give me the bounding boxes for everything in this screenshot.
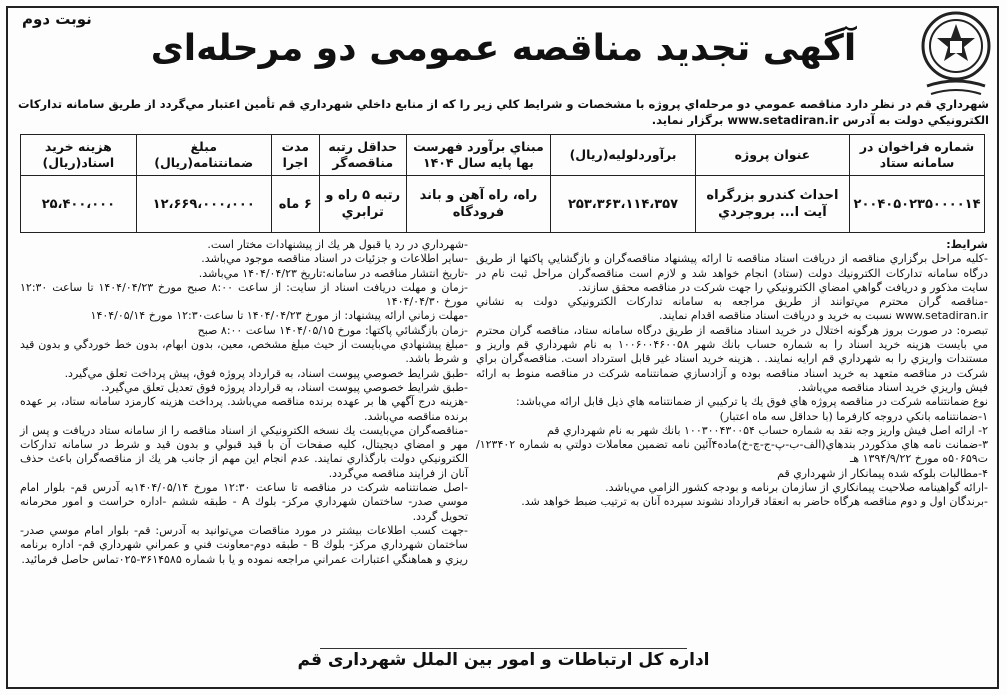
header-guarantee-amount: مبلغ ضمانتنامه(ریال) <box>136 135 271 176</box>
condition-item: تبصره: در صورت بروز هرگونه اختلال در خريد اسناد مناقصه از طريق درگاه سامانه ستاد، مناقصه گران محترم مي بايست هزينه خريد اسناد را به شماره حساب بانك شهر ۱۰۰۶۰۰۴۶۰۰۵۸ به نام شهرداري قم واريز و مستندات واريزي را به شهرداري قم ارايه نمايند. . هزينه خريد اسناد غير قابل استرداد است. مناقصه‌گران براي شركت در مناقصه متعهد به خريد اسناد مناقصه بوده و آزادسازي ضمانتنامه شركت در مناقصه منوط به ارائه فيش واريزي خريد اسناد مناقصه مي‌باشد. <box>476 323 988 394</box>
condition-item: -برندگان اول و دوم مناقصه هرگاه حاضر به انعقاد قرارداد نشوند سپرده آنان به ترتيب ضبط خواهد شد. <box>521 495 988 509</box>
header-call-number: شماره فراخوان در سامانه ستاد <box>850 135 985 176</box>
condition-item: -ارائه گواهينامه صلاحيت پيمانكاري از سازمان برنامه و بودجه كشور الزامي مي‌باشد. <box>605 481 988 495</box>
condition-item: -طبق شرايط خصوصي پيوست اسناد، به قرارداد پروژه فوق تعديل تعلق مي‌گيرد. <box>101 380 468 394</box>
condition-item: -مناقصه‌گران مي‌بايست يك نسخه الكترونيكي از اسناد مناقصه را از سامانه ستاد دريافت و پس از مهر و امضاي ديجيتال، كليه صفحات آن با قيد قبولي و بدون قيد و شرط در سامانه تداركات الكترونيكي دولت بارگذاري نمايند. عدم انجام اين مهم از جانب هر يك از مناقصه‌گران باعث حذف آنان از فرايند مناقصه مي‌گردد. <box>20 423 468 480</box>
condition-item: -مناقصه گران محترم مي‌توانند از طريق مراجعه به سامانه تداركات الكترونيكي دولت به نشاني www.setadiran.ir نسبت به خريد و دريافت اسناد مناقصه اقدام نمايند. <box>476 295 988 323</box>
conditions-heading: شرايط: <box>946 238 988 251</box>
round-label: نوبت دوم <box>22 10 92 28</box>
condition-item: نوع ضمانتنامه شركت در مناقصه پروژه هاي فوق يك يا تركيبي از ضمانتنامه هاي ذيل قابل ارائه مي‌باشد: <box>516 395 988 409</box>
intro-paragraph: شهرداري قم در نظر دارد مناقصه عمومي دو مرحله‌اي پروژه با مشخصات و شرايط كلي زير را كه از منابع داخلي شهرداري قم تأمين اعتبار مي‌گردد از طريق سامانه تداركات الكترونيكي دولت به آدرس www.setadiran.ir برگزار نمايد. <box>18 97 989 127</box>
header-duration: مدت اجرا <box>271 135 319 176</box>
project-title-cell: احداث كندرو بزرگراه آیت ا... بروجردي <box>695 176 849 233</box>
header-min-rank: حداقل رتبه مناقصه‌گر <box>319 135 406 176</box>
condition-item: -اصل ضمانتنامه شركت در مناقصه تا ساعت ۱۲:۳۰ مورخ ۱۴۰۴/۰۵/۱۴به آدرس قم- بلوار امام موسي صدر- ساختمان شهرداري مركز- بلوك A - طبقه ششم -اداره حراست و امور محرمانه تحويل گردد. <box>20 481 468 523</box>
condition-item: -تاريخ انتشار مناقصه در سامانه:تاريخ ۱۴۰۴/۰۴/۲۳ مي‌باشد. <box>198 266 468 280</box>
condition-item: -كليه مراحل برگزاري مناقصه از دريافت اسناد مناقصه تا ارائه پيشنهاد مناقصه‌گران و بازگشايي پاكتها از طريق درگاه سامانه تداركات الكترونيك دولت (ستاد) انجام خواهد شد و لازم است مناقصه‌گران مراحل ثبت نام در سايت مذكور و دريافت گواهي امضاي الكترونيكي را جهت شركت در مناقصه محقق سازند. <box>476 252 988 294</box>
header-project-title: عنوان پروژه <box>695 135 849 176</box>
header-estimate: برآوردلولیه(ریال) <box>551 135 696 176</box>
condition-item: -جهت كسب اطلاعات بيشتر در مورد مناقصات مي‌توانيد به آدرس: قم- بلوار امام موسي صدر- ساختمان شهرداري مركز- بلوك B - طبقه دوم-معاونت فني و عمراني شهرداري قم- اداره برنامه ريزي و هماهنگي اعتبارات عمراني مراجعه نموده و يا با شماره ۳۶۱۴۵۸۵-۰۲۵تماس حاصل فرمائيد. <box>20 523 468 566</box>
condition-item: ۱-ضمانتنامه بانكي دروجه كارفرما (با حداقل سه ماه اعتبار) <box>719 409 988 423</box>
header-price-list-basis: مبناي برآورد فهرست بها پايه سال ۱۴۰۴ <box>406 135 551 176</box>
condition-item: -طبق شرايط خصوصي پيوست اسناد، به قرارداد پروژه فوق، پيش پرداخت تعلق مي‌گيرد. <box>64 366 468 380</box>
estimate-cell: ۲۵۳،۳۶۳،۱۱۴،۳۵۷ <box>551 176 696 233</box>
tender-info-table <box>20 134 985 233</box>
conditions-column-left <box>20 238 468 567</box>
duration-cell: ۶ ماه <box>271 176 319 233</box>
condition-item: -مهلت زماني ارائه پيشنهاد: از مورخ ۱۴۰۴/۰۴/۲۳ تا ساعت۱۲:۳۰ مورخ ۱۴۰۴/۰۵/۱۴ <box>90 309 468 323</box>
call-number-cell: ۲۰۰۴۰۵۰۲۳۵۰۰۰۰۱۴ <box>850 176 985 233</box>
condition-item: ۲- ارائه اصل فيش واريز وجه نقد به شماره حساب ۱۰۰۳۰۰۴۳۰۰۵۴ بانك شهر به نام شهرداري قم <box>546 423 988 437</box>
guarantee-amount-cell: ۱۲،۶۶۹،۰۰۰،۰۰۰ <box>136 176 271 233</box>
table-row <box>21 176 985 233</box>
table-header-row <box>21 135 985 176</box>
condition-item: -ساير اطلاعات و جزئيات در اسناد مناقصه موجود مي‌باشد. <box>201 252 468 266</box>
conditions-column-right <box>476 238 988 510</box>
min-rank-cell: رتبه ۵ راه و ترابري <box>319 176 406 233</box>
price-list-basis-cell: راه، راه آهن و باند فرودگاه <box>406 176 551 233</box>
condition-item: -زمان و مهلت دريافت اسناد از سايت: از ساعت ۸:۰۰ صبح مورخ ۱۴۰۴/۰۴/۲۳ تا ساعت ۱۲:۳۰ مورخ ۱۴۰۴/۰۴/۳۰ <box>20 280 468 309</box>
document-cost-cell: ۲۵،۴۰۰،۰۰۰ <box>21 176 137 233</box>
condition-item: -شهرداري در رد يا قبول هر يك از پيشنهادات مختار است. <box>207 238 468 251</box>
condition-item: -هزينه درج آگهي ها بر عهده برنده مناقصه مي‌باشد. پرداخت هزينه كارمزد سامانه ستاد، بر عهده برنده مناقصه مي‌باشد. <box>20 395 468 423</box>
footer-publisher: اداره کل ارتباطات و امور بین الملل شهرداری قم <box>297 650 710 670</box>
condition-item: ۳-ضمانت نامه هاي مذكوردر بندهاي(الف-ب-پ-ج-چ-خ)ماده۴آئين نامه تضمين معاملات دولتي به شماره ۱۲۳۴۰۲/ت۵۰۶۵۹ه مورخ ۱۳۹۴/۹/۲۲ هـ <box>476 438 988 466</box>
condition-item: -مبلغ پيشنهادي مي‌بايست از حيث مبلغ مشخص، معين، بدون ابهام، بدون خط خوردگي و بدون قيد و شرط باشد. <box>20 338 468 366</box>
condition-item: -زمان بازگشائي پاكتها: مورخ ۱۴۰۴/۰۵/۱۵ ساعت ۸:۰۰ صبح <box>197 323 468 337</box>
footer-divider <box>320 648 687 649</box>
header-document-cost: هزینه خرید اسناد(ریال) <box>21 135 137 176</box>
qom-municipality-logo <box>919 10 993 98</box>
ad-title: آگهی تجدید مناقصه عمومی دو مرحله‌ای <box>150 28 857 69</box>
condition-item: ۴-مطالبات بلوكه شده پيمانكار از شهرداري قم <box>777 466 988 480</box>
